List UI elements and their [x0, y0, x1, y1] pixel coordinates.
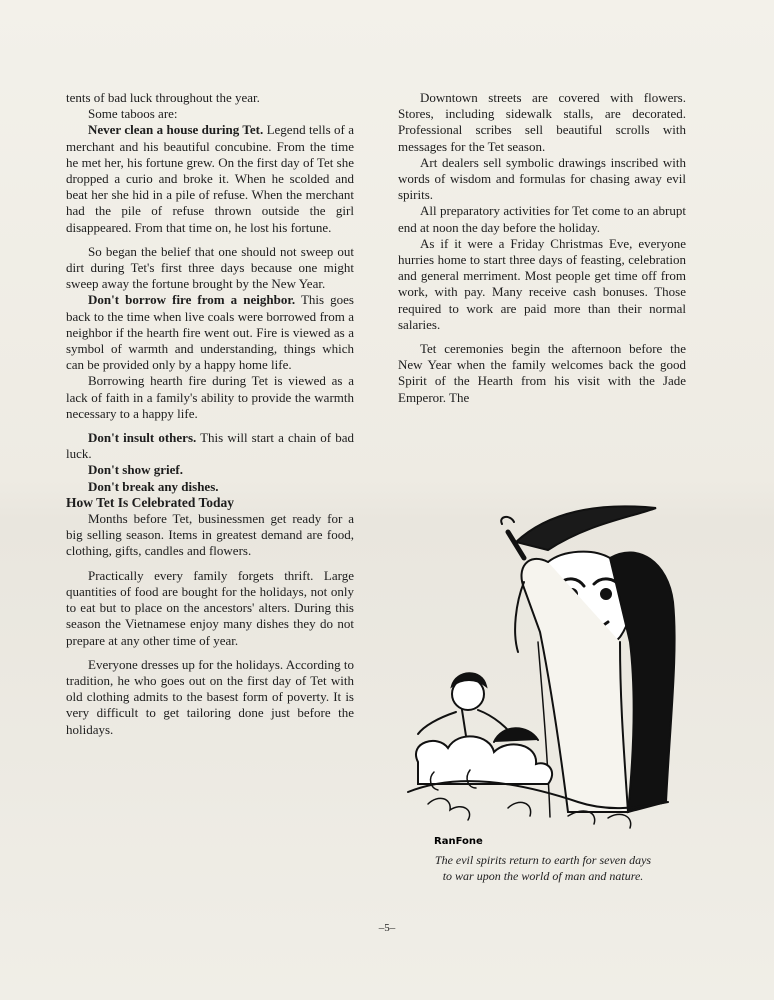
paragraph	[66, 122, 354, 235]
paragraph	[66, 479, 354, 495]
right-column	[398, 90, 686, 406]
paragraph-text: Legend tells of a merchant and his beautiful concubine. From the time he met her, his fortune grew. On the first day of Tet she dropped a curio and broke it. When he scolded and beat her she hid in a pile of refuse. When the merchant had the pile of refuse thrown outside the girl disappeared. From that time on, he lost his fortune.	[66, 122, 354, 235]
paragraph: Tet ceremonies begin the afternoon before the New Year when the family welcomes back the good Spirit of the Hearth from his visit with the Jade Emperor. The	[398, 341, 686, 405]
paragraph	[66, 462, 354, 478]
taboo-heading: Don't insult others.	[88, 430, 197, 446]
caption-line: The evil spirits return to earth for seven days	[434, 853, 652, 867]
paragraph-text: This will start a chain of bad luck.	[66, 430, 354, 462]
left-column	[66, 90, 354, 738]
paragraph: tents of bad luck throughout the year.	[66, 90, 260, 105]
taboo-heading: Don't show grief.	[88, 462, 183, 478]
page-number: –5–	[378, 922, 396, 934]
paragraph: As if it were a Friday Christmas Eve, everyone hurries home to start three days of feasting, celebration and general merriment. Most people get time off from work, with pay. Many receive cash bonuses. Those required to work are paid more than their normal salaries.	[398, 235, 686, 332]
section-heading: How Tet Is Celebrated Today	[66, 494, 235, 510]
taboo-heading: Don't break any dishes.	[88, 478, 219, 494]
paragraph-text: This goes back to the time when live coals were borrowed from a neighbor if the hearth fire went out. Fire is viewed as a symbol of warmth and understanding, things which can be provided only by a happy home life.	[66, 292, 354, 373]
paragraph: Downtown streets are covered with flowers. Stores, including sidewalk stalls, are decorated. Professional scribes sell beautiful scrolls with messages for the Tet season.	[398, 90, 686, 154]
paragraph	[66, 292, 354, 373]
paragraph: So began the belief that one should not sweep out dirt during Tet's first three days because one might sweep away the fortune brought by the New Year.	[66, 243, 354, 292]
paragraph: Practically every family forgets thrift. Large quantities of food are bought for the holidays, not only to eat but to place on the ancestors' alters. During this season the Vietnamese enjoy many dishes they do not prepare at any other time of year.	[66, 567, 354, 648]
caption-line: to war upon the world of man and nature.	[442, 869, 644, 883]
evil-spirit-illustration	[398, 472, 688, 852]
paragraph: Months before Tet, businessmen get ready for a big selling season. Items in greatest demand are food, clothing, gifts, candles and flowers.	[66, 511, 354, 559]
paragraph: Some taboos are:	[88, 106, 178, 122]
paragraph: Borrowing hearth fire during Tet is viewed as a lack of faith in a family's ability to provide the warmth necessary to a happy life.	[66, 373, 354, 421]
illustration-caption	[398, 852, 688, 884]
paragraph: Art dealers sell symbolic drawings inscribed with words of wisdom and formulas for chasing away evil spirits.	[398, 154, 686, 203]
paragraph	[66, 430, 354, 462]
paragraph: All preparatory activities for Tet come to an abrupt end at noon the day before the holiday.	[398, 203, 686, 235]
paragraph: Everyone dresses up for the holidays. According to tradition, he who goes out on the first day of Tet with old clothing admits to the basest form of poverty. It is very difficult to get tailoring done just before the holidays.	[66, 656, 354, 737]
artist-signature: RanFone	[434, 836, 483, 847]
taboo-heading: Never clean a house during Tet.	[88, 122, 264, 138]
taboo-heading: Don't borrow fire from a neighbor.	[88, 292, 296, 308]
